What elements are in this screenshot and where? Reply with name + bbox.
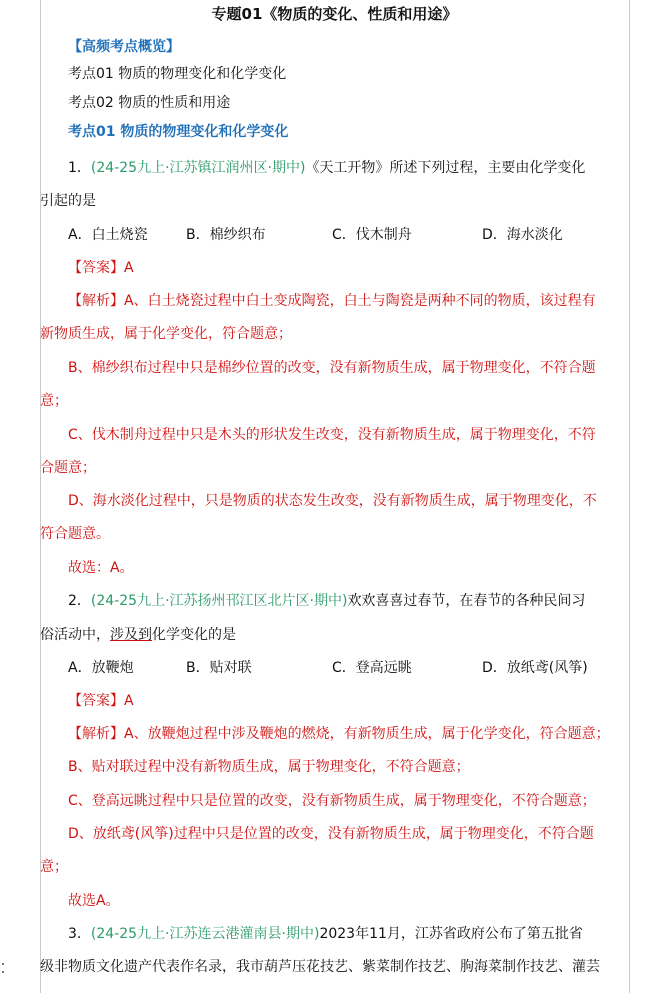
option-c: C．伐木制舟 [332, 227, 412, 243]
overview-heading: 【高频考点概览】 [68, 39, 180, 55]
analysis-line: 【解析】A、白土烧瓷过程中白土变成陶瓷，白土与陶瓷是两种不同的物质，该过程有 [68, 293, 596, 309]
analysis-line: B、贴对联过程中没有新物质生成，属于物理变化，不符合题意； [68, 759, 470, 775]
overview-item: 考点01 物质的物理变化和化学变化 [68, 66, 287, 82]
question-text: 《天工开物》所述下列过程，主要由化学变化 [305, 160, 586, 176]
analysis-line: 符合题意。 [40, 526, 110, 542]
overview-item: 考点02 物质的性质和用途 [68, 95, 231, 111]
analysis-line: 意； [40, 859, 68, 875]
question-number: 3． [68, 926, 91, 942]
edge-mark [2, 963, 4, 965]
section-heading: 考点01 物质的物理变化和化学变化 [68, 124, 289, 140]
option-b: B．棉纱织布 [186, 227, 266, 243]
option-d: D．放纸鸢(风筝) [482, 660, 588, 676]
option-b: B．贴对联 [186, 660, 252, 676]
analysis-line: 【解析】A、放鞭炮过程中涉及鞭炮的燃烧，有新物质生成，属于化学变化，符合题意； [68, 726, 610, 742]
left-margin-line [40, 0, 41, 993]
question-1-stem [68, 158, 585, 178]
analysis-line: C、登高远眺过程中只是位置的改变，没有新物质生成，属于物理变化，不符合题意； [68, 793, 596, 809]
underlined-phrase: 涉及到 [110, 627, 152, 643]
option-a: A．白土烧瓷 [68, 227, 148, 243]
question-source: (24-25九上·江苏镇江润州区·期中) [90, 160, 306, 176]
analysis-line: D、放纸鸢(风筝)过程中只是位置的改变，没有新物质生成，属于物理变化，不符合题 [68, 826, 594, 842]
final-choice: 故选：A。 [68, 560, 134, 576]
question-2-stem-cont [40, 625, 236, 645]
edge-mark [2, 971, 4, 973]
answer: 【答案】A [68, 260, 134, 276]
question-number: 2． [68, 593, 91, 609]
analysis-line: D、海水淡化过程中，只是物质的状态发生改变，没有新物质生成，属于物理变化，不 [68, 493, 597, 509]
option-a: A．放鞭炮 [68, 660, 134, 676]
question-2-stem [68, 591, 585, 611]
analysis-line: B、棉纱织布过程中只是棉纱位置的改变，没有新物质生成，属于物理变化，不符合题 [68, 360, 596, 376]
final-choice: 故选A。 [68, 893, 120, 909]
right-margin-line [629, 0, 630, 993]
question-3-stem-cont: 级非物质文化遗产代表作名录，我市葫芦压花技艺、紫菜制作技艺、朐海菜制作技艺、灌芸 [40, 959, 600, 975]
question-text: 2023年11月，江苏省政府公布了第五批省 [319, 926, 583, 942]
analysis-line: C、伐木制舟过程中只是木头的形状发生改变，没有新物质生成，属于物理变化，不符 [68, 427, 596, 443]
option-d: D．海水淡化 [482, 227, 563, 243]
question-3-stem [68, 924, 583, 944]
question-text: 欢欢喜喜过春节，在春节的各种民间习 [347, 593, 586, 609]
analysis-line: 意； [40, 393, 68, 409]
option-c: C．登高远眺 [332, 660, 412, 676]
page-title: 专题01《物质的变化、性质和用途》 [211, 5, 458, 23]
analysis-line: 新物质生成，属于化学变化，符合题意； [40, 326, 292, 342]
question-source: (24-25九上·江苏连云港灌南县·期中) [90, 926, 320, 942]
answer: 【答案】A [68, 693, 134, 709]
analysis-line: 合题意； [40, 460, 96, 476]
question-text: 化学变化的是 [152, 627, 236, 643]
question-source: (24-25九上·江苏扬州邗江区北片区·期中) [90, 593, 348, 609]
question-number: 1． [68, 160, 91, 176]
question-text: 俗活动中， [40, 627, 110, 643]
question-1-stem-cont: 引起的是 [40, 193, 96, 209]
